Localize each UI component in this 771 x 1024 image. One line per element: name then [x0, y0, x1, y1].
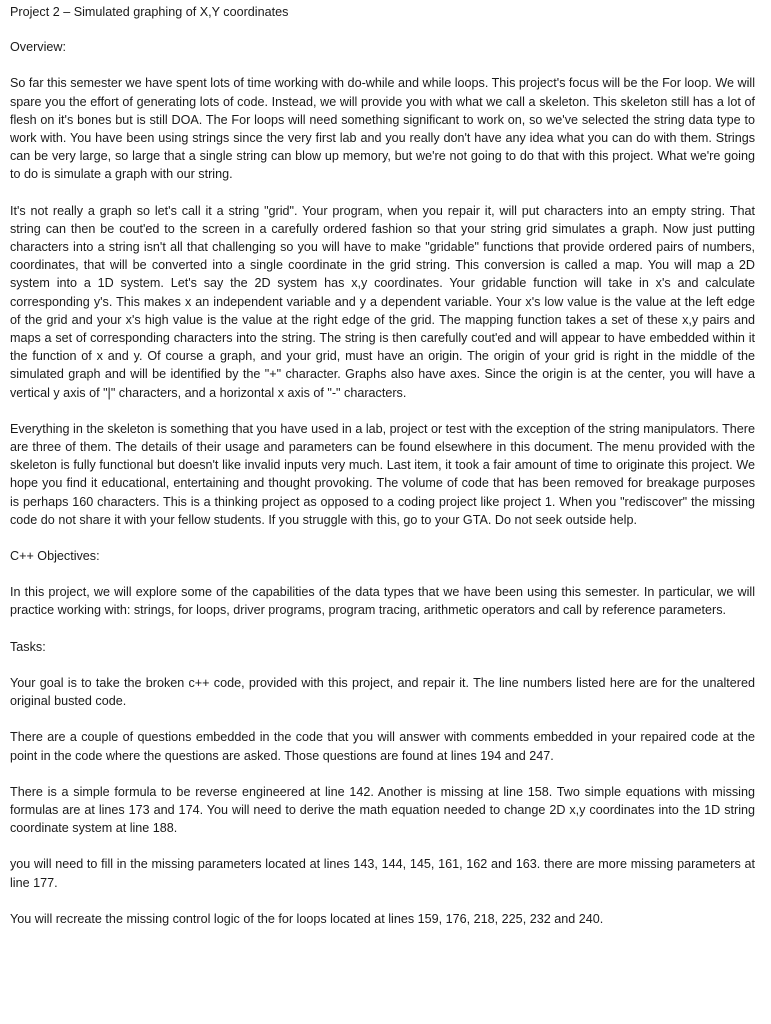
- overview-paragraph: Everything in the skeleton is something that you have used in a lab, project or test with the exception of the string manipulators. There are three of them. The details of their usage and parameters can be found elsewhere in this document. The menu provided with the skeleton is fully functional but doesn't like invalid inputs very much. Last item, it took a fair amount of time to originate this project. We hope you find it educational, entertaining and thought provoking. The volume of code that has been removed for breakage purposes is perhaps 160 characters. This is a thinking project as opposed to a coding project like project 1. When you "rediscover" the missing code do not share it with your fellow students. If you struggle with this, go to your GTA. Do not seek outside help.: [10, 421, 755, 527]
- tasks-paragraph: you will need to fill in the missing parameters located at lines 143, 144, 145, 161, 162 and 163. there are more missing parameters at line 177.: [10, 857, 755, 890]
- overview-paragraph: It's not really a graph so let's call it a string "grid". Your program, when you repair it, will put characters into an empty string. That string can then be cout'ed to the screen in a carefully ordered fashion so that your string grid simulates a graph. Now just putting characters into a string isn't all that challenging so you will have to make "gridable" functions that provide ordered pairs of numbers, coordinates, that will be converted into a single coordinate in the grid string. This conversion is called a map. You will map a 2D system into a 1D system. Let's say the 2D system has x,y coordinates. Your gridable function will take in x's and calculate corresponding y's. This makes x an independent variable and y a dependent variable. Your x's low value is the value at the left edge of the grid and your x's high value is the value at the right edge of the grid. The mapping function takes a set of these x,y pairs and maps a set of corresponding characters into the string. The string is then carefully cout'ed and will appear to have embedded within it the function of x and y. Of course a graph, and your grid, must have an origin. The origin of your grid is right in the middle of the simulated graph and will be identified by the "+" character. Graphs also have axes. Since the origin is at the center, you will have a vertical y axis of "|" characters, and a horizontal x axis of "-" characters.: [10, 203, 755, 400]
- tasks-paragraph: You will recreate the missing control logic of the for loops located at lines 159, 176, 218, 225, 232 and 240.: [10, 911, 604, 926]
- tasks-heading: Tasks:: [10, 639, 46, 654]
- objectives-section: [10, 547, 755, 620]
- overview-heading: Overview:: [10, 40, 66, 55]
- tasks-paragraph: There are a couple of questions embedded in the code that you will answer with comments embedded in your repaired code at the point in the code where the questions are asked. Those questions are found at lines 194 and 247.: [10, 730, 755, 763]
- overview-paragraph: So far this semester we have spent lots of time working with do-while and while loops. This project's focus will be the For loop. We will spare you the effort of generating lots of code. Instead, we will provide you with what we call a skeleton. This skeleton still has a lot of flesh on it's bones but is still DOA. The For loops will need something significant to work on, so we've selected the string data type to work with. You have been using strings since the very first lab and you really don't have any idea what you can do with them. Strings can be very large, so large that a single string can blow up memory, but we're not going to do that with this project. What we're going to do is simulate a graph with our string.: [10, 76, 755, 182]
- tasks-paragraph: Your goal is to take the broken c++ code, provided with this project, and repair it. The line numbers listed here are for the unaltered original busted code.: [10, 675, 755, 709]
- tasks-section: [10, 638, 755, 928]
- document-title: Project 2 – Simulated graphing of X,Y coordinates: [10, 5, 289, 19]
- tasks-paragraph: There is a simple formula to be reverse engineered at line 142. Another is missing at line 158. Two simple equations with missing formulas are at lines 173 and 174. You will need to derive the math equation needed to change 2D x,y coordinates into the 1D string coordinate system at line 188.: [10, 784, 755, 836]
- objectives-heading: C++ Objectives:: [10, 549, 100, 564]
- objectives-paragraph: In this project, we will explore some of the capabilities of the data types that we have been using this semester. In particular, we will practice working with: strings, for loops, driver programs, program tracing, arithmetic operators and call by reference parameters.: [10, 585, 755, 618]
- overview-section: [10, 38, 755, 529]
